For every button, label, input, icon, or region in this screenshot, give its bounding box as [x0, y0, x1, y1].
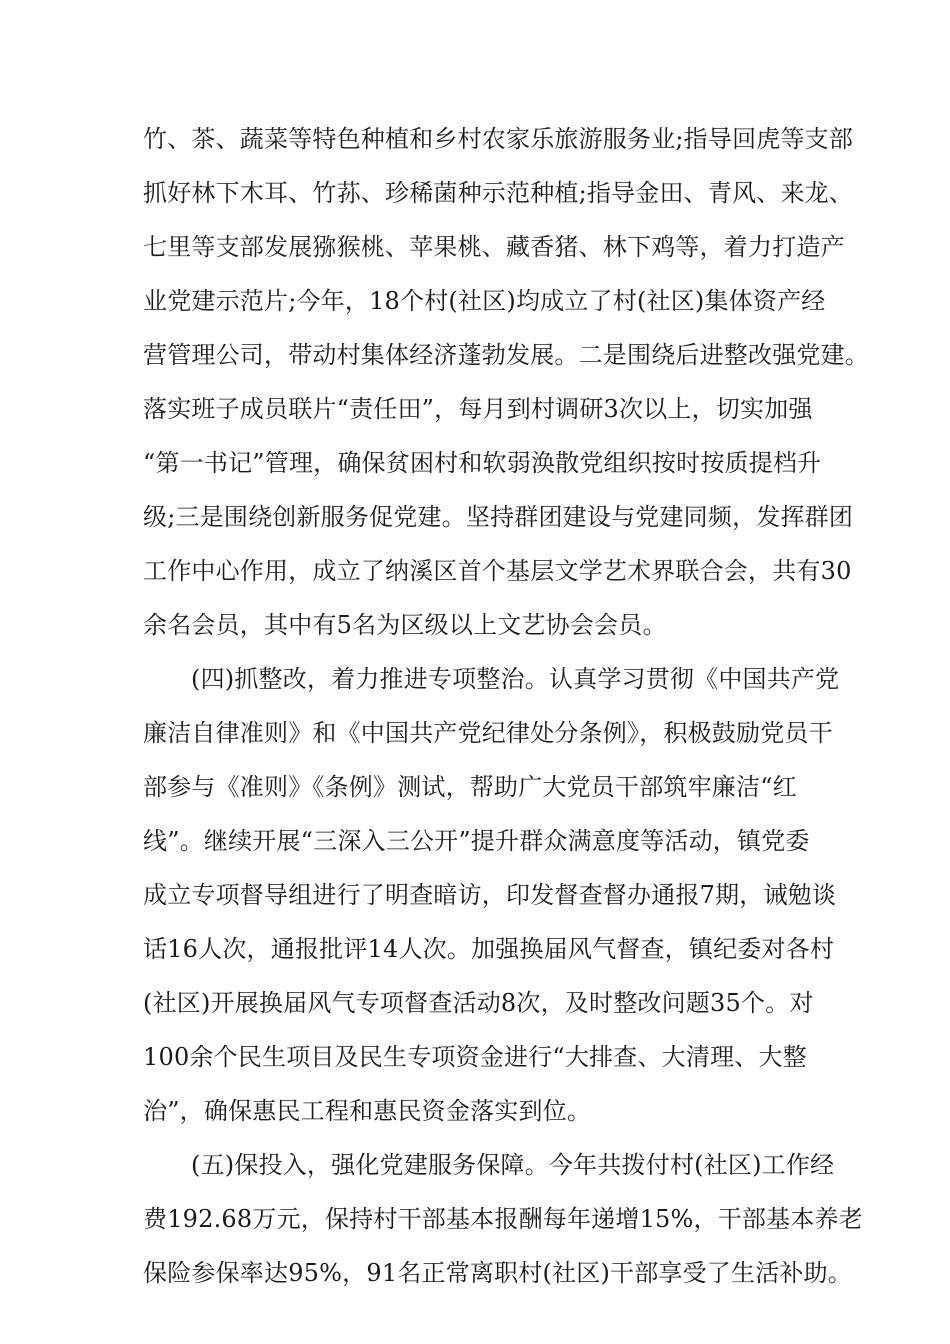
- text-line: 廉洁自律准则》和《中国共产党纪律处分条例》，积极鼓励党员干: [143, 719, 833, 747]
- text-line: 100余个民生项目及民生专项资金进行“大排查、大清理、大整: [143, 1043, 807, 1071]
- text-line: 保险参保率达95%，91名正常离职村(社区)干部享受了生活补助。: [143, 1259, 853, 1287]
- text-line: 工作中心作用，成立了纳溪区首个基层文学艺术界联合会，共有30: [143, 557, 852, 585]
- paragraph-heading-line: (五)保投入，强化党建服务保障。今年共拨付村(社区)工作经: [191, 1151, 835, 1179]
- text-line: 落实班子成员联片“责任田”，每月到村调研3次以上，切实加强: [143, 395, 813, 423]
- text-line: “第一书记”管理，确保贫困村和软弱涣散党组织按时按质提档升: [143, 449, 822, 477]
- text-line: 费192.68万元，保持村干部基本报酬每年递增15%，干部基本养老: [143, 1205, 863, 1233]
- text-line: 成立专项督导组进行了明查暗访，印发督查督办通报7期，诫勉谈: [143, 881, 837, 909]
- text-line: 竹、茶、蔬菜等特色种植和乡村农家乐旅游服务业;指导回虎等支部: [143, 125, 854, 153]
- text-line: 级;三是围绕创新服务促党建。坚持群团建设与党建同频，发挥群团: [143, 503, 854, 531]
- text-line: 余名会员，其中有5名为区级以上文艺协会会员。: [143, 611, 667, 639]
- text-line: 线”。继续开展“三深入三公开”提升群众满意度等活动，镇党委: [143, 827, 810, 855]
- text-line: 营管理公司，带动村集体经济蓬勃发展。二是围绕后进整改强党建。: [143, 341, 869, 369]
- text-line: 部参与《准则》《条例》测试，帮助广大党员干部筑牢廉洁“红: [143, 773, 797, 801]
- text-line: (社区)开展换届风气专项督查活动8次，及时整改问题35个。对: [143, 989, 814, 1017]
- text-line: 话16人次，通报批评14人次。加强换届风气督查，镇纪委对各村: [143, 935, 835, 963]
- text-line: 抓好林下木耳、竹荪、珍稀菌种示范种植;指导金田、青风、来龙、: [143, 179, 854, 207]
- text-line: 业党建示范片;今年，18个村(社区)均成立了村(社区)集体资产经: [143, 287, 826, 315]
- paragraph-heading-line: (四)抓整改，着力推进专项整治。认真学习贯彻《中国共产党: [191, 665, 840, 693]
- text-line: 治”，确保惠民工程和惠民资金落实到位。: [143, 1097, 592, 1125]
- text-line: 七里等支部发展猕猴桃、苹果桃、藏香猪、林下鸡等，着力打造产: [143, 233, 845, 261]
